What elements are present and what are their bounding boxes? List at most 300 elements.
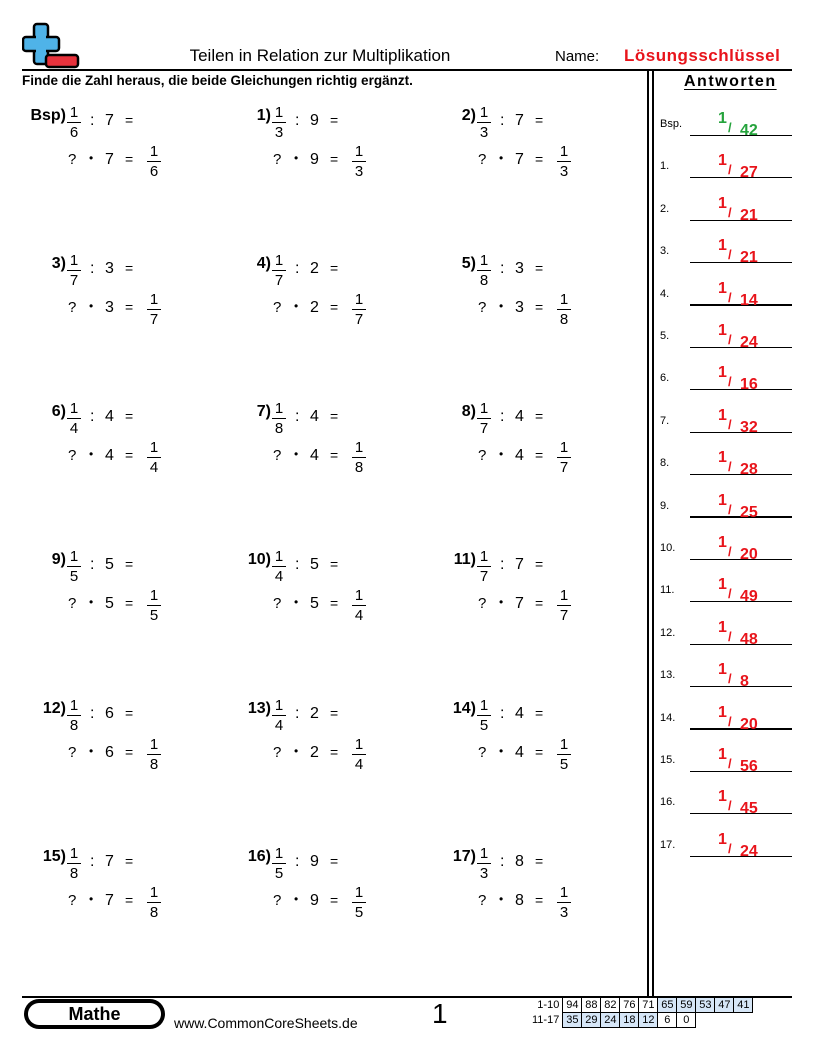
header-rule <box>22 69 792 71</box>
fraction-numerator: 1 <box>69 697 79 714</box>
answer-numerator: 1 <box>718 703 727 721</box>
divide-sign: : <box>500 853 505 870</box>
fraction-denominator: 8 <box>149 756 159 774</box>
fraction-bar <box>67 715 81 716</box>
answer-slash: / <box>728 713 732 729</box>
unknown-placeholder: ? <box>273 299 282 316</box>
answer-label: 3. <box>660 245 670 258</box>
answer-label: 8. <box>660 457 670 470</box>
answer-row <box>660 827 792 860</box>
fraction-denominator: 7 <box>479 420 489 438</box>
answer-label: 5. <box>660 330 670 342</box>
equals-sign: = <box>125 408 134 424</box>
fraction-numerator: 1 <box>354 291 364 308</box>
fraction-denominator: 4 <box>69 420 79 438</box>
score-row-label: 1-10 <box>537 999 560 1011</box>
unknown-placeholder: ? <box>273 892 282 909</box>
multiplier: 3 <box>105 299 114 316</box>
answer-denominator: 14 <box>740 291 758 309</box>
answer-slash: / <box>728 374 732 390</box>
answer-label: Bsp. <box>660 118 683 130</box>
page-title: Teilen in Relation zur Multiplikation <box>189 46 451 65</box>
fraction-bar <box>352 902 366 903</box>
equals-sign: = <box>125 744 134 760</box>
answer-row <box>660 700 792 733</box>
score-cell: 76 <box>620 998 639 1013</box>
fraction <box>66 845 82 882</box>
problem-number: 2) <box>461 107 476 124</box>
equals-sign: = <box>535 112 544 128</box>
unknown-placeholder: ? <box>478 447 487 464</box>
answer-row <box>660 276 792 309</box>
fraction-denominator: 3 <box>479 865 489 883</box>
answer-row <box>660 360 792 394</box>
divide-sign: : <box>90 260 95 277</box>
fraction-numerator: 1 <box>479 548 489 565</box>
problem-number: 10) <box>247 551 271 568</box>
fraction <box>476 697 492 734</box>
score-cell: 24 <box>601 1013 620 1028</box>
equals-sign: = <box>535 408 544 424</box>
multiplier: 7 <box>105 151 114 168</box>
answer-label: 1. <box>660 160 670 173</box>
problem-number: 6) <box>51 403 66 420</box>
fraction-numerator: 1 <box>559 439 569 456</box>
fraction-denominator: 7 <box>559 607 569 625</box>
website-link[interactable]: www.CommonCoreSheets.de <box>174 1015 358 1031</box>
answer-row <box>660 403 792 436</box>
answers-heading: Antworten <box>684 73 777 90</box>
fraction-numerator: 1 <box>559 291 569 308</box>
divisor: 9 <box>310 853 319 870</box>
fraction-numerator: 1 <box>559 736 569 753</box>
answer-label: 6. <box>660 372 670 385</box>
divisor: 3 <box>105 260 114 277</box>
multiplier: 3 <box>515 299 524 316</box>
fraction-denominator: 3 <box>274 124 284 142</box>
multiply-sign: • <box>89 892 94 906</box>
fraction-numerator: 1 <box>69 252 79 269</box>
fraction-denominator: 5 <box>69 568 79 586</box>
divisor: 4 <box>105 408 114 425</box>
answer-row <box>660 488 792 521</box>
unknown-placeholder: ? <box>273 595 282 612</box>
multiplier: 2 <box>310 299 319 316</box>
fraction-denominator: 5 <box>479 717 489 735</box>
fraction-denominator: 3 <box>559 163 569 181</box>
equals-sign: = <box>535 299 544 315</box>
multiply-sign: • <box>89 744 94 758</box>
divide-sign: : <box>295 705 300 722</box>
equals-sign: = <box>125 260 134 276</box>
fraction <box>66 697 82 734</box>
answer-slash: / <box>728 671 732 687</box>
equals-sign: = <box>125 705 134 721</box>
answer-numerator: 1 <box>718 322 727 339</box>
answer-slash: / <box>728 459 732 475</box>
answer-denominator: 42 <box>740 122 758 139</box>
divisor: 9 <box>310 112 319 129</box>
answer-slash: / <box>728 332 732 347</box>
unknown-placeholder: ? <box>68 595 77 612</box>
answer-denominator: 48 <box>740 630 758 648</box>
divide-sign: : <box>295 260 300 277</box>
equals-sign: = <box>125 853 134 869</box>
multiplier: 5 <box>310 595 319 612</box>
problem <box>461 104 676 194</box>
fraction-numerator: 1 <box>69 104 79 121</box>
multiply-sign: • <box>499 151 504 165</box>
answer-numerator: 1 <box>718 830 727 848</box>
answer-numerator: 1 <box>718 279 727 297</box>
multiply-sign: • <box>89 299 94 313</box>
problem-number: Bsp) <box>30 107 66 124</box>
fraction <box>351 587 367 624</box>
fraction-numerator: 1 <box>479 845 489 862</box>
answer-denominator: 28 <box>740 461 758 479</box>
divide-sign: : <box>295 408 300 425</box>
fraction-denominator: 4 <box>354 607 364 625</box>
fraction <box>556 736 572 773</box>
divisor: 2 <box>310 705 319 722</box>
multiplier: 7 <box>515 595 524 612</box>
answer-numerator: 1 <box>718 406 727 424</box>
multiply-sign: • <box>294 595 299 609</box>
equals-sign: = <box>125 112 134 128</box>
answer-slash: / <box>728 247 732 263</box>
answer-slash: / <box>728 204 732 220</box>
fraction-bar <box>67 566 81 567</box>
unknown-placeholder: ? <box>68 447 77 464</box>
answer-numerator: 1 <box>718 194 727 212</box>
answer-row <box>660 615 792 648</box>
problem <box>461 400 676 490</box>
fraction-bar <box>477 270 491 271</box>
equals-sign: = <box>535 447 544 463</box>
problem <box>452 697 676 787</box>
answer-label: 14. <box>660 711 676 724</box>
fraction-denominator: 7 <box>149 311 159 329</box>
answer-numerator: 1 <box>718 746 727 763</box>
answer-row <box>660 784 792 818</box>
answer-denominator: 45 <box>740 800 758 818</box>
fraction <box>66 400 82 437</box>
divisor: 2 <box>310 260 319 277</box>
fraction-denominator: 8 <box>149 904 159 922</box>
answer-row <box>660 742 792 775</box>
fraction-bar <box>352 161 366 162</box>
answer-label: 2. <box>660 202 670 215</box>
equals-sign: = <box>535 744 544 760</box>
fraction <box>476 252 492 289</box>
answer-denominator: 20 <box>740 715 758 733</box>
equals-sign: = <box>125 151 134 167</box>
answer-numerator: 1 <box>718 152 727 170</box>
fraction-numerator: 1 <box>149 439 159 456</box>
problem-number: 3) <box>51 255 66 272</box>
equals-sign: = <box>535 595 544 611</box>
score-cell: 53 <box>696 998 715 1013</box>
equals-sign: = <box>535 260 544 276</box>
equals-sign: = <box>125 595 134 611</box>
fraction-numerator: 1 <box>69 548 79 565</box>
answer-slash: / <box>728 501 732 517</box>
answer-label: 13. <box>660 669 676 682</box>
answer-slash: / <box>728 416 732 432</box>
score-row-label: 11-17 <box>532 1014 560 1026</box>
equals-sign: = <box>330 556 339 572</box>
problem-number: 8) <box>461 403 476 420</box>
answer-label: 9. <box>660 499 670 512</box>
multiply-sign: • <box>294 299 299 313</box>
equals-sign: = <box>535 556 544 572</box>
fraction <box>476 845 492 882</box>
answer-denominator: 20 <box>740 546 758 563</box>
answer-row <box>660 657 792 691</box>
equals-sign: = <box>125 447 134 463</box>
multiplier: 2 <box>310 744 319 761</box>
equals-sign: = <box>535 892 544 908</box>
answer-denominator: 8 <box>740 673 749 691</box>
answer-denominator: 24 <box>740 842 758 860</box>
problem-number: 4) <box>256 255 271 272</box>
multiply-sign: • <box>499 299 504 313</box>
fraction-numerator: 1 <box>274 104 284 121</box>
answer-slash: / <box>728 162 732 178</box>
unknown-placeholder: ? <box>68 892 77 909</box>
divisor: 4 <box>515 408 524 425</box>
multiplier: 4 <box>105 447 114 464</box>
score-cell: 6 <box>658 1013 677 1028</box>
equals-sign: = <box>330 853 339 869</box>
fraction-numerator: 1 <box>354 587 364 604</box>
fraction <box>556 143 572 180</box>
score-cell: 71 <box>639 998 658 1013</box>
answer-label: 11. <box>660 584 675 597</box>
fraction-bar <box>352 457 366 458</box>
fraction-bar <box>352 754 366 755</box>
fraction-bar <box>147 605 161 606</box>
fraction-denominator: 8 <box>69 717 79 735</box>
equals-sign: = <box>535 705 544 721</box>
fraction <box>556 291 572 328</box>
multiplier: 9 <box>310 151 319 168</box>
divisor: 7 <box>105 853 114 870</box>
fraction-numerator: 1 <box>354 884 364 901</box>
fraction-denominator: 5 <box>149 607 159 625</box>
fraction <box>66 104 82 141</box>
answer-numerator: 1 <box>718 576 727 594</box>
fraction <box>146 143 162 180</box>
divisor: 5 <box>105 556 114 573</box>
fraction <box>556 884 572 921</box>
fraction-bar <box>557 754 571 755</box>
fraction-bar <box>477 122 491 123</box>
problem-number: 17) <box>452 848 476 865</box>
fraction-bar <box>557 457 571 458</box>
fraction-numerator: 1 <box>69 400 79 417</box>
score-cell: 94 <box>563 998 582 1013</box>
answer-row <box>660 148 792 182</box>
fraction-numerator: 1 <box>274 252 284 269</box>
answer-slash: / <box>728 798 732 814</box>
fraction <box>146 884 162 921</box>
answer-numerator: 1 <box>718 110 727 127</box>
unknown-placeholder: ? <box>273 744 282 761</box>
fraction-bar <box>272 122 286 123</box>
fraction-numerator: 1 <box>559 884 569 901</box>
fraction-denominator: 8 <box>69 865 79 883</box>
score-cell: 29 <box>582 1013 601 1028</box>
fraction-numerator: 1 <box>274 548 284 565</box>
score-cell: 65 <box>658 998 677 1013</box>
problem-number: 14) <box>452 700 476 717</box>
divide-sign: : <box>90 705 95 722</box>
problem-number: 11) <box>453 551 476 568</box>
fraction-bar <box>67 270 81 271</box>
answer-numerator: 1 <box>718 237 727 255</box>
multiply-sign: • <box>89 151 94 165</box>
multiply-sign: • <box>294 151 299 165</box>
answer-label: 15. <box>660 754 676 766</box>
page-number: 1 <box>432 998 448 1029</box>
divisor: 7 <box>105 112 114 129</box>
fraction <box>556 587 572 624</box>
fraction-bar <box>352 605 366 606</box>
answer-numerator: 1 <box>718 534 727 551</box>
divide-sign: : <box>500 408 505 425</box>
fraction-numerator: 1 <box>149 143 159 160</box>
answer-denominator: 56 <box>740 758 758 775</box>
fraction-bar <box>67 863 81 864</box>
fraction-numerator: 1 <box>479 697 489 714</box>
fraction-bar <box>67 418 81 419</box>
answer-label: 7. <box>660 414 670 427</box>
problem-number: 1) <box>256 107 271 124</box>
fraction-denominator: 3 <box>479 124 489 142</box>
fraction-denominator: 7 <box>354 311 364 329</box>
fraction <box>271 400 287 437</box>
score-row <box>530 998 753 1013</box>
unknown-placeholder: ? <box>478 151 487 168</box>
fraction-numerator: 1 <box>149 587 159 604</box>
unknown-placeholder: ? <box>68 299 77 316</box>
fraction-bar <box>67 122 81 123</box>
fraction-bar <box>557 902 571 903</box>
answer-denominator: 32 <box>740 418 758 436</box>
answer-row <box>660 318 792 351</box>
fraction-denominator: 7 <box>559 459 569 477</box>
answer-denominator: 21 <box>740 206 758 224</box>
equals-sign: = <box>330 892 339 908</box>
fraction-bar <box>272 418 286 419</box>
fraction-numerator: 1 <box>479 104 489 121</box>
divide-sign: : <box>500 260 505 277</box>
equals-sign: = <box>535 151 544 167</box>
divisor: 4 <box>515 705 524 722</box>
fraction-denominator: 6 <box>69 124 79 142</box>
fraction <box>146 736 162 773</box>
fraction-numerator: 1 <box>559 143 569 160</box>
answer-numerator: 1 <box>718 491 727 509</box>
answer-row <box>660 530 792 563</box>
divide-sign: : <box>500 705 505 722</box>
fraction-numerator: 1 <box>274 845 284 862</box>
score-table <box>530 997 753 1028</box>
fraction-numerator: 1 <box>479 400 489 417</box>
equals-sign: = <box>125 556 134 572</box>
answer-row-example <box>660 106 792 139</box>
answer-row <box>660 191 792 224</box>
score-cell: 88 <box>582 998 601 1013</box>
fraction-denominator: 3 <box>354 163 364 181</box>
name-label: Name: <box>555 48 600 65</box>
multiply-sign: • <box>499 744 504 758</box>
fraction-bar <box>147 754 161 755</box>
fraction-bar <box>147 161 161 162</box>
score-cell: 18 <box>620 1013 639 1028</box>
fraction-denominator: 8 <box>354 459 364 477</box>
answer-denominator: 27 <box>740 164 758 182</box>
fraction <box>476 104 492 141</box>
multiply-sign: • <box>499 447 504 461</box>
fraction-denominator: 8 <box>479 272 489 290</box>
fraction-bar <box>272 270 286 271</box>
multiplier: 9 <box>310 892 319 909</box>
score-cell: 82 <box>601 998 620 1013</box>
subject-badge-label: Mathe <box>28 1003 161 1025</box>
equals-sign: = <box>330 408 339 424</box>
fraction-numerator: 1 <box>354 439 364 456</box>
fraction <box>271 697 287 734</box>
score-cell: 47 <box>715 998 734 1013</box>
problem-number: 7) <box>256 403 271 420</box>
answer-row <box>660 572 792 606</box>
answer-label: 12. <box>660 626 676 639</box>
equals-sign: = <box>330 744 339 760</box>
fraction <box>66 252 82 289</box>
fraction-denominator: 4 <box>354 756 364 774</box>
fraction-bar <box>147 309 161 310</box>
answer-label: 17. <box>660 838 676 851</box>
problem-number: 5) <box>461 255 476 272</box>
divide-sign: : <box>500 556 505 573</box>
fraction-bar <box>477 715 491 716</box>
unknown-placeholder: ? <box>68 744 77 761</box>
answer-denominator: 24 <box>740 334 758 351</box>
unknown-placeholder: ? <box>478 299 487 316</box>
divide-sign: : <box>90 556 95 573</box>
fraction <box>351 439 367 476</box>
fraction-numerator: 1 <box>149 884 159 901</box>
unknown-placeholder: ? <box>273 447 282 464</box>
multiplier: 4 <box>515 447 524 464</box>
unknown-placeholder: ? <box>478 595 487 612</box>
fraction-bar <box>272 566 286 567</box>
problem <box>453 548 676 638</box>
answer-key-label: Lösungsschlüssel <box>624 46 781 65</box>
multiplier: 4 <box>310 447 319 464</box>
fraction-denominator: 5 <box>274 865 284 883</box>
fraction-numerator: 1 <box>354 143 364 160</box>
fraction-numerator: 1 <box>69 845 79 862</box>
divisor: 7 <box>515 556 524 573</box>
divisor: 8 <box>515 853 524 870</box>
problem <box>461 252 676 342</box>
answer-numerator: 1 <box>718 618 727 636</box>
equals-sign: = <box>330 112 339 128</box>
equals-sign: = <box>330 299 339 315</box>
